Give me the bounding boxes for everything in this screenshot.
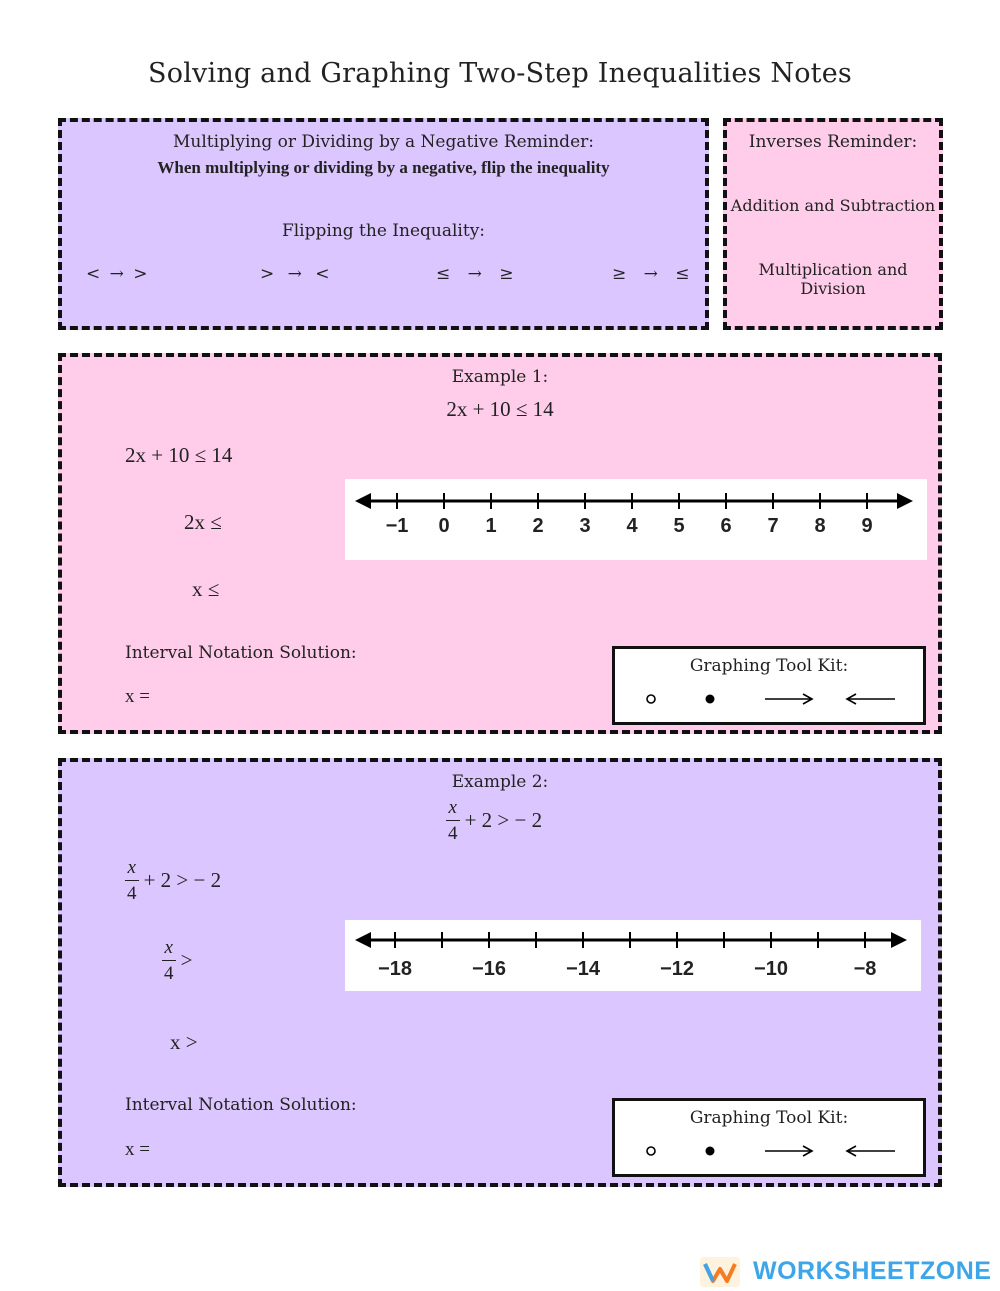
number-line-label: 6 [720,515,732,537]
answer-label: x = [125,1139,150,1160]
number-line-label: −14 [566,958,600,980]
number-line-label: 2 [532,515,544,537]
left-arrow-icon [847,694,895,704]
example1-step: 2x ≤ [184,510,222,534]
number-line-label: −8 [853,958,877,980]
example2-box [58,758,942,1187]
negative-reminder-heading: Multiplying or Dividing by a Negative Reminder: [173,132,594,152]
example1-box [58,353,942,734]
number-line-label: 0 [438,515,450,537]
brand-text: WORKSHEETZONE [753,1257,992,1285]
number-line-label: 1 [485,515,497,537]
inverse-item: Addition and Subtraction [730,196,936,215]
example2-problem: $\frac{x}{4}$ + 2 > − 2 [448,797,543,844]
toolkit-icons [615,685,923,715]
inverses-heading: Inverses Reminder: [748,132,918,152]
toolkit-heading: Graphing Tool Kit: [689,1108,849,1128]
left-arrow-icon [847,1146,895,1156]
toolkit-icons [615,1137,923,1167]
answer-label: x = [125,686,150,707]
example1-step: x ≤ [192,577,220,601]
number-line-label: −10 [754,958,788,980]
inverses-reminder-box [723,118,943,330]
flip-item: < → > [86,264,148,284]
brand-logo-icon [700,1257,740,1287]
example1-step: 2x + 10 ≤ 14 [125,443,233,467]
number-line-1 [345,479,927,560]
number-line-label: −16 [472,958,506,980]
graphing-toolkit-2 [612,1098,926,1177]
number-line-label: 7 [767,515,779,537]
page-title: Solving and Graphing Two-Step Inequalities Notes [148,58,852,89]
closed-circle-icon [706,1147,715,1156]
right-arrow-icon [765,694,812,704]
example2-step: x > [170,1030,198,1054]
number-line-label: 8 [814,515,826,537]
graphing-toolkit-1 [612,646,926,725]
flip-item: > → < [260,264,330,284]
flip-heading: Flipping the Inequality: [281,221,486,241]
number-line-label: −1 [385,515,409,537]
number-line-label: 4 [626,515,638,537]
example2-heading: Example 2: [451,772,549,792]
example2-step: $\frac{x}{4}$ > [164,937,193,984]
right-arrow-icon [765,1146,812,1156]
example2-step: $\frac{x}{4}$ + 2 > − 2 [127,857,222,904]
example2-problem-fraction: $\frac{x}{4}$ [448,797,458,844]
closed-circle-icon [706,695,715,704]
open-circle-icon [647,1147,655,1155]
interval-label: Interval Notation Solution: [125,643,357,663]
number-line-label: −18 [378,958,412,980]
brand-footer [700,1257,1000,1289]
interval-label: Interval Notation Solution: [125,1095,357,1115]
negative-reminder-rule: When multiplying or dividing by a negative, flip the inequality [157,158,610,177]
flip-item: ≤ → ≥ [436,264,514,284]
number-line-label: 3 [579,515,591,537]
number-line-label: 5 [673,515,685,537]
open-circle-icon [647,695,655,703]
example1-problem: 2x + 10 ≤ 14 [446,397,554,421]
number-line-label: −12 [660,958,694,980]
flip-item: ≥ → ≤ [612,264,690,284]
number-line-2 [345,920,921,991]
inverse-item: Multiplication and Division [758,260,908,298]
negative-reminder-box [58,118,709,330]
example1-heading: Example 1: [451,367,549,387]
number-line-label: 9 [861,515,873,537]
toolkit-heading: Graphing Tool Kit: [689,656,849,676]
